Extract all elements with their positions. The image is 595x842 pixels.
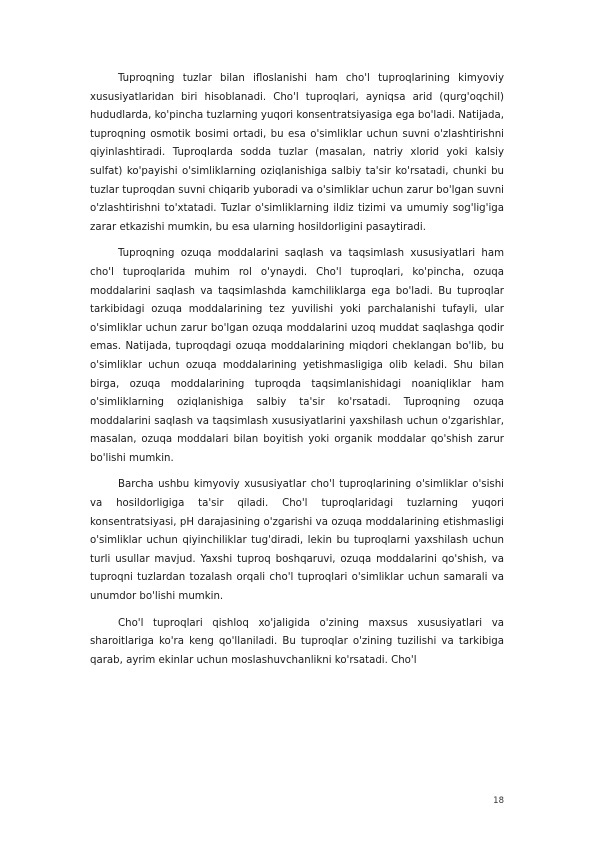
- page-number: 18: [493, 796, 504, 806]
- body-text: [90, 70, 504, 678]
- paragraph-agriculture: Cho'l tuproqlari qishloq xo'jaligida o'zining maxsus xususiyatlari va sharoitlariga ko'ra keng qo'llaniladi. Bu tuproqlar o'zining tuzilishi va tarkibiga qarab, ayrim ekinlar uchun moslashuvchanlikni ko'rsatadi. Cho'l: [90, 617, 504, 666]
- paragraph-summary: Barcha ushbu kimyoviy xususiyatlar cho'l tuproqlarining o'simliklar o'sishi va hosildorligiga ta'sir qiladi. Cho'l tuproqlaridagi tuzlarning yuqori konsentratsiyasi, pH darajasining o'zgarishi va ozuqa moddalarining etishmasligi o'simliklar uchun qiyinchiliklar tug'diradi, lekin bu tuproqlarni yaxshilash uchun turli usullar mavjud. Yaxshi tuproq boshqaruvi, ozuqa moddalarini qo'shish, va tuproqni tuzlardan tozalash orqali cho'l tuproqlari o'simliklar uchun samarali va unumdor bo'lishi mumkin.: [90, 479, 504, 603]
- paragraph-salinity: Tuproqning tuzlar bilan ifloslanishi ham cho'l tuproqlarining kimyoviy xususiyatlaridan biri hisoblanadi. Cho'l tuproqlari, ayniqsa arid (qurg'oqchil) hududlarda, ko'pincha tuzlarning yuqori konsentratsiyasiga ega bo'ladi. Natijada, tuproqning osmotik bosimi ortadi, bu esa o'simliklar uchun suvni o'zlashtirishni qiyinlashtiradi. Tuproqlarda sodda tuzlar (masalan, natriy xlorid yoki kalsiy sulfat) ko'payishi o'simliklarning oziqlanishiga salbiy ta'sir ko'rsatadi, chunki bu tuzlar tuproqdan suvni chiqarib yuboradi va o'simliklar uchun zarur bo'lgan suvni o'zlashtirishni to'xtatadi. Tuzlar o'simliklarning ildiz tizimi va umumiy sog'lig'iga zarar etkazishi mumkin, bu esa ularning hosildorligini pasaytiradi.: [90, 73, 504, 233]
- paragraph-nutrients: Tuproqning ozuqa moddalarini saqlash va taqsimlash xususiyatlari ham cho'l tuproqlarida muhim rol o'ynaydi. Cho'l tuproqlari, ko'pincha, ozuqa moddalarini saqlash va taqsimlashda kamchiliklarga ega bo'ladi. Bu tuproqlar tarkibidagi ozuqa moddalarining tez yuvilishi yoki parchalanishi tufayli, ular o'simliklar uchun zarur bo'lgan ozuqa moddalarini uzoq muddat saqlashga qodir emas. Natijada, tuproqdagi ozuqa moddalarining miqdori cheklangan bo'lib, bu o'simliklar uchun ozuqa moddalarining yetishmasligiga olib keladi. Shu bilan birga, ozuqa moddalarining tuproqda taqsimlanishidagi noaniqliklar ham o'simliklarning oziqlanishiga salbiy ta'sir ko'rsatadi. Tuproqning ozuqa moddalarini saqlash va taqsimlash xususiyatlarini yaxshilash uchun o'zgarishlar, masalan, ozuqa moddalari bilan boyitish yoki organik moddalar qo'shish zarur bo'lishi mumkin.: [90, 248, 504, 464]
